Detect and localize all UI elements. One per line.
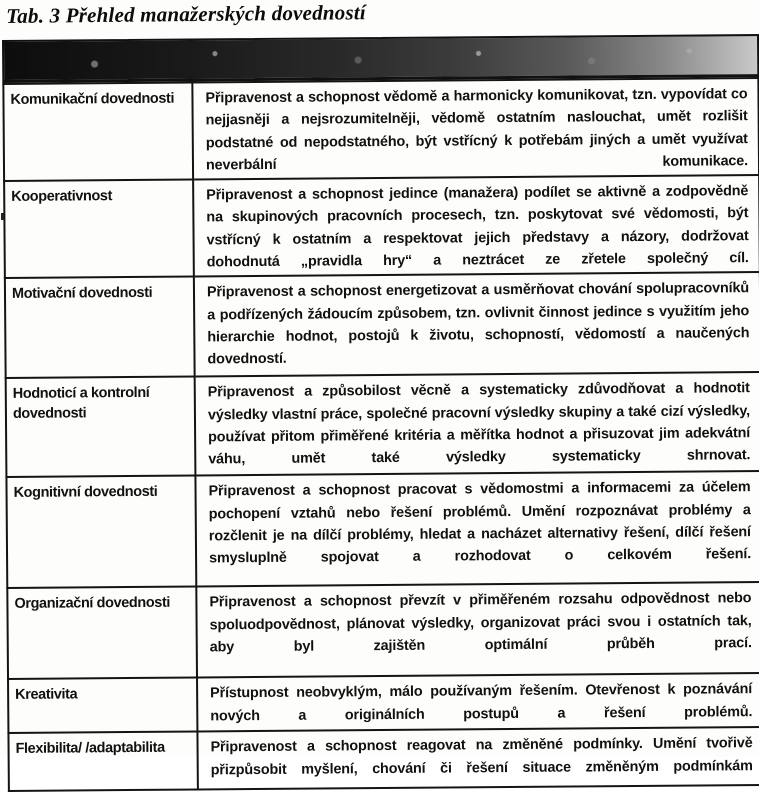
- skill-description: Připravenost a schopnost jedince (manažera) podílet se aktivně a zodpovědně na skupinových pracovních procesech, tzn. poskytovat své vědomosti, být vstřícný k ostatním a respektovat jejich představy a názory, dodržovat dohodnutá „pravidla hry“ a neztrácet ze zřetele společný cíl.: [193, 175, 759, 277]
- skill-description: Připravenost a schopnost reagovat na změněné podmínky. Umění tvořivě přizpůsobit myšlení, chování či řešení situace změněným podmínkám: [197, 727, 759, 789]
- skill-description: Připravenost a způsobilost věcně a systematicky zdůvodňovat a hodnotit výsledky vlastní práce, společné pracovní výsledky skupiny a také cizí výsledky, používat přitom přiměřené kritéria a měřítka hodnot a přisuzovat jim adekvátní váhu, umět také výsledky systematicky shrnovat.: [195, 372, 759, 475]
- table-row: [8, 673, 759, 733]
- table-row: [8, 727, 759, 791]
- skills-table-frame: [2, 34, 759, 779]
- table-row: [3, 78, 759, 181]
- table-row: [7, 582, 759, 679]
- table-row: [6, 471, 759, 588]
- table-caption: Tab. 3 Přehled manažerských dovedností: [6, 0, 366, 28]
- skills-table: [2, 77, 759, 792]
- skill-term: Kreativita: [8, 678, 197, 733]
- table-row: [4, 175, 759, 278]
- skill-description: Přístupnost neobvyklým, málo používaným řešením. Otevřenost k poznávání nových a originálních postupů a řešení problémů.: [197, 673, 759, 731]
- skill-term: Kooperativnost: [4, 180, 194, 279]
- skill-description: Připravenost a schopnost pracovat s vědomostmi a informacemi za účelem pochopení vztahů nebo řešení problémů. Umění rozpoznávat problémy a rozčlenit je na dílčí problémy, hledat a nacházet alternativy řešení, dílčí řešení smysluplně spojovat a rozhodovat o celkovém řešení.: [195, 471, 759, 586]
- skill-term: Kognitivní dovednosti: [6, 476, 196, 588]
- skill-term: Motivační dovednosti: [5, 277, 195, 378]
- skill-description: Připravenost a schopnost převzít v přiměřeném rozsahu odpovědnost nebo spoluodpovědnost, plánovat výsledky, organizovat práci svou i ostatních tak, aby byl zajištěn optimální průběh prací.: [196, 582, 759, 677]
- skill-term: Flexibilita/ /adaptabilita: [8, 732, 197, 791]
- table-header-band: [2, 34, 759, 83]
- skill-description: Připravenost a schopnost vědomě a harmonicky komunikovat, tzn. vypovídat co nejjasněji a nejsrozumitelněji, vědomě ostatním naslouchat, umět rozlišit podstatné od nepodstatného, být vstřícný k potřebám jiných a umět využívat neverbální komunikace.: [192, 78, 759, 180]
- table-row: [5, 272, 759, 378]
- skill-term: Hodnoticí a kontrolní dovednosti: [6, 377, 196, 477]
- skill-term: Organizační dovednosti: [7, 587, 197, 679]
- skill-description: Připravenost a schopnost energetizovat a usměrňovat chování spolupracovníků a podřízených žádoucím způsobem, tzn. ovlivnit činnost jedince s využitím jeho hierarchie hodnot, postojů k životu, schopností, vědomostí a naučených dovedností.: [194, 272, 759, 376]
- margin-mark: [1, 213, 4, 220]
- skill-term: Komunikační dovednosti: [3, 83, 193, 182]
- table-row: [6, 372, 759, 477]
